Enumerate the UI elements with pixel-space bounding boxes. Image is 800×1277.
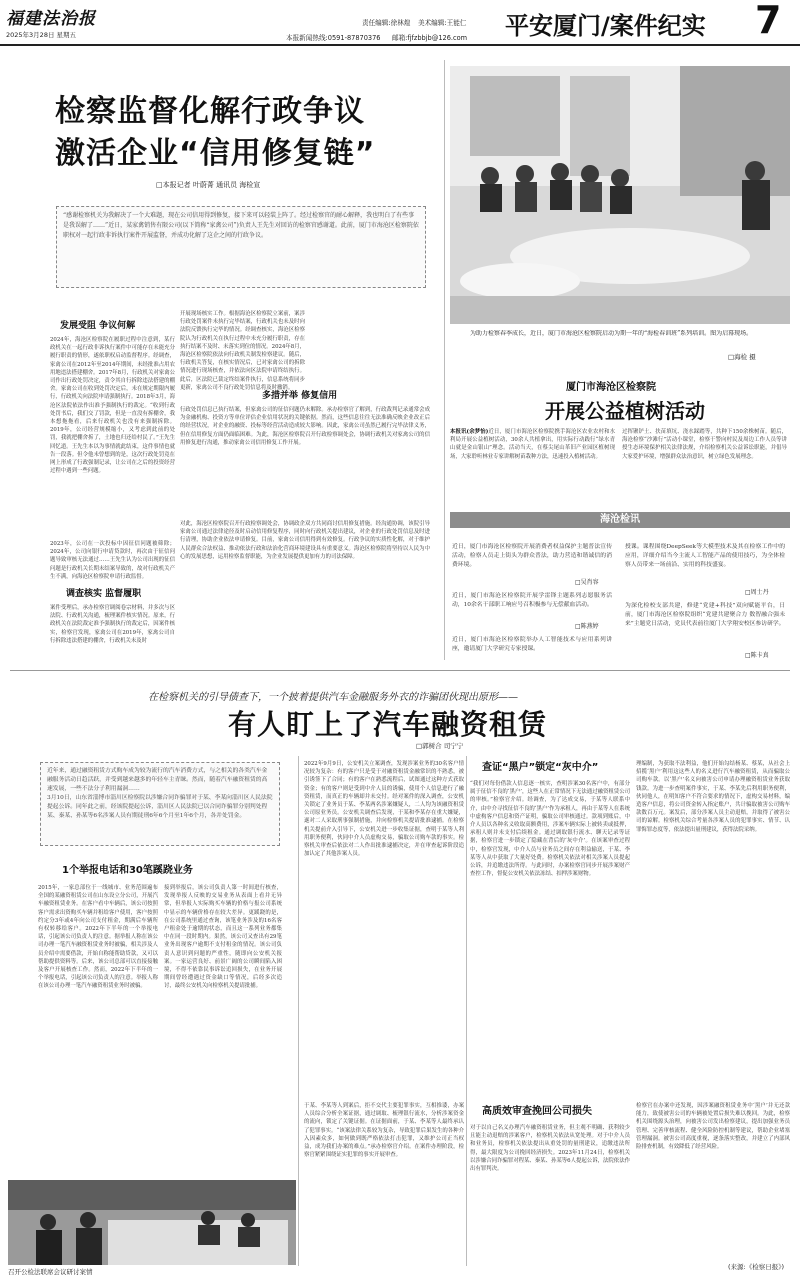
story3-col4-text-b: 对于以自己名义办理汽车融资租赁业务，但主观不明确、获利较少且能主动退赔的涉案客户，检察机关依法从宽处理。对于中介人员和业务员，检察机关依法提出从重处罚的量刑建议，追缴违法所得，最大限度为公司挽回经济损失。2023年11月24日，检察机关以涉嫌合同诈骗罪对程某、秦某、孙某等6人提起公诉，法院依法作出有罪判决。 <box>470 1125 630 1173</box>
story1-col2-text-b: 行政处罚信息已执行结案，但家禽公司的征信问题仍未解除。承办检察官了解到，行政裁判记录通常会成为金融机构、投资方等单位评估企业信用状况的关键依据。然而，这些信息往往无法准确反映企业改正后的经营状况，对企业的融资、投标等经营活动造成较大影响。因此，家禽公司虽然已履行完毕法律义务，但在信用修复方面仍面临困难。为此，海沧区检察院召开行政检察调处会，协调行政机关对家禽公司的信用修复进行沟通，推动家禽公司信用修复工作开展。 <box>180 407 430 446</box>
story3-dateline: 3月10日，山东省淄博市淄川区检察院以涉嫌合同诈骗罪对于某、李某向淄川区人民法院提起公诉。同年此之前，经该院提起公诉，淄川区人民法院已以合同诈骗罪分别判处程某、秦某、孙某等6名涉案人员有期徒刑6年6个月至1年6个月，各并处罚金。 <box>47 795 273 819</box>
story3-source: (来源:《检察日报》) <box>728 1263 785 1271</box>
photo1-credit: □海检 摄 <box>728 353 756 361</box>
story3-subhead-1: 1个举报电话和30笔蹊跷业务 <box>62 865 193 876</box>
story1-subhead-3: 多措并举 修复信用 <box>262 391 338 401</box>
training-class-photo <box>450 66 790 324</box>
brief-item-4-credit: □周士丹 <box>745 589 769 596</box>
column-rule-2 <box>466 756 467 1266</box>
joint-meeting-photo-art <box>8 1180 296 1265</box>
story2-org: 厦门市海沧区检察院 <box>566 382 656 393</box>
hotline: 本报新闻热线:0591-87870376 <box>286 34 381 42</box>
story3-col2-text: 接到举报后，该公司负责人第一时间进行核查，发现举报人反映的交易业务从表面上看并无异常，但举报人实际购买车辆的价格与报公司系统中显示的车辆价格存在较大差异。更蹊跷的是，在公司系统里通过查询，该笔业务涉及的16名客户租金处于逾期的状态，而且这一系列业务都集中在同一段时期内。果然，该公司又查出有29笔业务出现客户逾期不支付租金的情况。该公司负责人意识到问题的严重性，随即向公安机关报案。一家运营良好、前景广阔的公司瞬间陷入困境，不得不依靠民事诉讼追回损失，在业务开展期间曾经遭遇过资金缺口等情况，后经多次追讨，最终公安机关向检察机关提请批捕。 <box>164 885 282 990</box>
story1-byline: □本报记者 叶蔚菁 通讯员 海检宣 <box>156 181 261 189</box>
brief-item-2: 近日，厦门市海沧区检察院开展学雷锋主题系列志愿服务活动，10余名干部职工响应号召积极参与无偿献血活动。 <box>452 593 612 608</box>
story2-col1-text: 本报讯(余梦怡)近日，厦门市海沧区检察院携手海沧区农业农村和水利局开展公益植树活动，30余人共植拿出，用实际行动践行“绿水青山就是金山银山”理念。活动当天，在蔡尖尾山革旧产业园区植树现场，大家聆听林业专家讲解树苗栽种方法，迅速投入植树活动。 <box>450 429 615 460</box>
story1-subhead-2: 调查核实 监督履职 <box>66 589 142 599</box>
story1-headline-1: 检察监督化解行政争议 <box>55 94 365 129</box>
brief-item-1: 近日，厦门市海沧区检察院开展消费者权益保护主题普法宣传活动，检察人员走上街头为群众普法，助力营造和谐诚信的消费环境。 <box>452 544 612 568</box>
brief-item-3: 近日，厦门市海沧区检察院举办人工智能技术与应用系列讲座，邀请厦门大学研究专家授课。 <box>452 637 612 652</box>
editor-credit: 责任编辑:徐林煌 <box>362 19 411 27</box>
column-rule-1 <box>298 756 299 1266</box>
story3-subhead-2: 查证“黑户”锁定“灰中介” <box>482 762 599 773</box>
designer-credit: 美术编辑:王能仁 <box>418 19 467 27</box>
page-number: 7 <box>755 0 782 42</box>
story2-byline: 本报讯(余梦怡) <box>450 429 489 435</box>
story3-headline: 有人盯上了汽车融资租赁 <box>228 708 548 741</box>
story1-subhead-1: 发展受阻 争议何解 <box>60 321 136 331</box>
story1-col1-text-b: 2023年，公司在一次投标中因征信问题被筛除；2024年，公司向银行申请贷款时，再次由于征信问题导致审核无法通过……王先生认为公司出现的征信问题是行政机关长期未结案导致的，故对行政机关产生不满，向海沧区检察院申请行政监督。 <box>50 541 175 580</box>
story3-col4-text: “我们对每份借款人信息逐一核实，查明涉案30名客户中，有部分属于征信不良的‘黑户’，这些人在正常情况下无法通过融资租赁公司的审核。”检察官介绍。经调查，为了达成交易，于某等人联系中介，由中介寻找征信不良的‘黑户’作为承租人，再由于某等人在系统中虚构客户信息和资产证明，骗取公司审核通过。款项到账后，中介人员以各种名义收取高额费用，涉案车辆实际上被转卖或抵押，承租人则并未支付后续租金。通过调取银行流水、聊天记录等证据，检察官进一步锁定了隐藏在背后的‘灰中介’。在该案审查过程中，检察官发现，中介人员与业务员之间存在利益输送，于某、李某等人从中获取了大量好处费。检察机关依法对相关涉案人员提起公诉，并追缴违法所得。与此同时，办案检察官同步开展涉案财产查控工作，督促公安机关依法冻结、扣押涉案财物。 <box>470 781 630 878</box>
story3-kicker: 在检察机关的引导债查下，一个披着提供汽车金融服务外衣的诈骗团伙现出原形—— <box>148 692 518 703</box>
story2-headline: 开展公益植树活动 <box>545 399 705 423</box>
photo1-caption: 为助力检察春季成长，近日，厦门市海沧区检察院启动为期一年的“海检春训班”系列培训。图为启幕现场。 <box>470 330 753 337</box>
story3-intro-box <box>40 762 280 846</box>
brief-item-1-credit: □吴肖容 <box>575 579 599 586</box>
brief-item-5: 为深化检校支部共建，修建“党建+科技”双向赋能平台，日前，厦门市海沧区检察院组织“党建共建聚合力 数智融合强未来”主题党日活动，党员代表前往厦门大学翔安校区参访研学。 <box>625 603 785 627</box>
photo2-caption: 召开公检法联席会议研讨案情 <box>8 1268 93 1276</box>
story3-col5-text-b: 检察官在办案中还发现，因涉案融资租赁业务中‘黑户’并无还款能力，致使被害公司的车辆被处置后损失难以挽回。为此，检察机关围绕源头治理，向被害公司发出检察建议，提出加强业务员管理、完善审核流程、健全风险防控机制等建议，帮助企业堵塞管理漏洞。被害公司高度重视，逐条落实整改，并建立了内部风险排查机制，有效降低了经营风险。 <box>636 1103 790 1151</box>
masthead <box>0 0 800 44</box>
column-rule-3 <box>444 60 445 660</box>
story3-subhead-3: 高质效审查挽回公司损失 <box>482 1106 592 1117</box>
story3-byline: □郭树合 司宁宁 <box>416 742 464 750</box>
issue-date: 2025年3月28日 星期五 <box>6 31 77 39</box>
story3-col1-text: 2015年，一家总部位于一线城市、业务范围遍布全国的某融资租赁公司在山东设立分公司，开展汽车融资租赁业务。在客户看中车辆后，该公司按照客户需求出资购买车辆并租给客户使用，客户按照约定分3年或4年向公司支付租金，期满后车辆所有权转移给客户。2022年下半年的一个举报电话，引起该公司负责人的注意。据举报人称在该公司办理一笔汽车融资租赁业务时被骗，相关涉及人员介绍中需要借款，开始自称能帮助贷款，又可以帮助提供资料等。后来，该公司总部可以直接接触及客户开展核查工作。然而，2022年下半年的一个举报电话，引起该公司负责人的注意。举报人称在该公司办理一笔汽车融资租赁业务时被骗。 <box>38 885 158 990</box>
story1-quote-box: “感谢检察机关为我解决了一个大难题，现在公司信用得到修复，接下来可以轻装上阵了。经过检察官的耐心解释，我也明白了有些事是我误解了……”近日，某家禽销售有限公司(以下简称“家禽公司”)负责人王先生对回访的检察官感谢道。此前，厦门市海沧区检察院依职权对一起行政非诉执行案件开展监督，并成功化解了这企之间的行政争议。 <box>56 206 426 288</box>
story1-col2-text-c: 对此，海沧区检察院召开行政检察调处会，协调政企双方共同商讨信用修复措施。经沟通协调，该院引导家禽公司通过法律途径及时启动信用修复程序，同时向行政机关提出建议，对企业的行政处罚信息及时进行清理，协助企业依法申请修复。目前，家禽公司信用得到有效修复。行政争议的实质性化解，对于维护人民群众合法权益、推动依法行政和法治化营商环境建设具有重要意义。海沧区检察院将坚持以人民为中心的发展思想，运用检察监督职能，为企业发展提供更加有力的司法保障。 <box>180 521 430 560</box>
story1-col1-text-a: 2024年，海沧区检察院在履职过程中注意到，某行政机关在一起行政非诉执行案件中可能存在未能充分履行职责的情形，遂依职权启动监督程序。经调查，家禽公司在2012年至2014年期间，未经批准占用农用地违法搭建棚舍。2017年8月，行政机关对家禽公司作出行政处罚决定，责令其自行拆除违法搭建的棚舍。家禽公司在收到处罚决定后，未在规定期限内履行，行政机关向法院申请强制执行。2018年3月，海沧区法院依法作出准予强制执行的裁定。“收到行政处罚书后，我们交了罚款，但是一直没有拆棚舍，我本想拖拖看，后来行政机关也没有来强制拆除。2019年，公司经营规模缩小，又考虑到此前的处罚，我就把棚舍拆了，土地也归还给村民了。”王先生回忆道。王先生本以为事情就此结束，这件事情也就告一段落。但令他未曾想到的是，这次行政处罚竟在网上形成了行政强制记录，让公司在之后的投资经营过程中遇到一些问题。 <box>50 337 175 475</box>
joint-meeting-photo <box>8 1180 296 1265</box>
email: 邮箱:fjfzbbjb@126.com <box>392 34 468 42</box>
brief-item-2-credit: □陈燕婷 <box>575 623 599 630</box>
brief-item-5-credit: □陈卡真 <box>745 652 769 659</box>
story1-col1-text-c: 案件受理后，承办检察官调阅卷宗材料，并多次与区法院、行政机关沟通，梳理案件核实情况。原来，行政机关在法院裁定准予强制执行的裁定后，因案件核实，检察官发现，家禽公司在2019年，家禽公司自行拆除违法搭建的棚舍，行政机关未及时 <box>50 605 175 644</box>
brief-item-4: 授课。课程围绕DeepSeek等大模型技术及其在检察工作中的应用，详细介绍当今主流人工智能产品的使用技巧，为全体检察人员带来一场前沿、实用的科技盛宴。 <box>625 544 785 568</box>
brief-band: 海沧检讯 <box>450 512 790 528</box>
section-divider <box>10 670 790 671</box>
masthead-rule <box>0 44 800 46</box>
story2-col2-text: 过挥锹铲土、扶苗填坑、浇水踩踏等，共种下150余株树苗。随后，海沧检察“沙滩行”活动小课堂，检察干警向村民及周边工作人员等讲授生态环境保护相关法律法规，介绍检察机关公益诉讼职能，并倡导大家爱护环境，增强群众法治意识，树立绿色发展理念。 <box>622 429 787 460</box>
section-title: 平安厦门/案件纪实 <box>505 12 706 40</box>
story3-col5-text: 理编制，为获取不法利益，他们开始勾结杨某、蔡某，从社会上招揽‘黑户’利用这这些人的名义进行汽车融资租赁，从而骗取公司购车款。以‘黑户’名义向被害公司申请办理融资租赁业务获取钱款。为进一步查明案件事实，于某、李某先后利用职务便利，伙同他人，在明知客户不符合要求的情况下，虚构交易材料，编造客户信息，将公司资金转入指定账户，共计骗取被害公司购车款数百万元。案发后，部分涉案人员主动退赔，并取得了被害公司的谅解。检察机关综合考量各涉案人员的犯罪事实、情节、认罪悔罪态度等，依法提出量刑建议，获得法院采纳。 <box>636 761 790 833</box>
newspaper-logo: 福建法治报 <box>6 9 96 29</box>
training-class-photo-art <box>450 66 790 324</box>
story3-intro: 近年来，通过融资租赁方式购车成为较为流行的汽车消费方式，与之相关的各类汽车金融服务活动日趋活跃，并受到越来越多的年轻车主青睐。然而，随着汽车融资租赁的高速发展，一些不法分子利用漏洞…… <box>47 768 268 792</box>
story3-col3-text-b: 于某、李某等人到案后，拒不交代主要犯罪事实，互相推诿，办案人员综合分析全案证据，通过调取、梳理银行流水，分析涉案资金的流向，锁定了关键证据。在证据面前，于某、李某等人最终承认了犯罪事实。“该案法律关系较为复杂，导致犯罪后果发生的各种介入因素众多，如何做到既严格依法打击犯罪，又维护公司正当权益，成为我们办案的难点。”承办检察官介绍。在案件办理阶段，检察官紧紧围绕证实犯罪的事实开展审查。 <box>304 1103 464 1159</box>
story1-col2-text-a: 开展现场核实工作。根据海沧区检察院立案前，案涉行政处罚案件未执行完毕结案，行政机关也未及时向法院反馈执行完毕的情况。经调查核实，海沧区检察院认为行政机关在执行过程中未充分履行职责，存在执行结案不及时、未落实到位的情况。2024年8月，海沧区检察院依法向行政机关制发检察建议。随后，行政机关答复，在核实情况后，已对家禽公司的拆除情况进行现场核查，并依法向区法院申请终结执行。此后，区法院已裁定终结案件执行，信息系统将同步更新，家禽公司不良行政处罚信息将及时撤销。 <box>180 311 305 391</box>
story1-headline-2: 激活企业“信用修复链” <box>55 136 376 171</box>
story3-col3-text: 2022年9月9日，公安机关立案调查，发现涉案业务的30名客户情况较为复杂：有的客户只是受于对融资租赁金融常识的不熟悉，被引诱签下了合同；有的客户在熟悉流程后，试图通过这种方式获取资金；有的客户则是受到中介人员的诱骗，使用个人信息进行了融资租赁，而真正的车辆却并未交付。经对案件的深入调查，公安机关锁定了业务员于某、李某两名涉案嫌疑人，二人均为该融资租赁公司原业务员。公安机关调查后发现，于某和李某存在重大嫌疑，遂对二人采取刑事强制措施，并向检察机关提请批准逮捕。在检察机关提前介入引导下，公安机关进一步收集证据，查明于某等人利用职务便利，伙同中介人员虚构交易，骗取公司购车款的事实。检察机关审查后依法对二人作出批准逮捕决定，并在审查起诉阶段追加认定了其他涉案人员。 <box>304 761 464 858</box>
